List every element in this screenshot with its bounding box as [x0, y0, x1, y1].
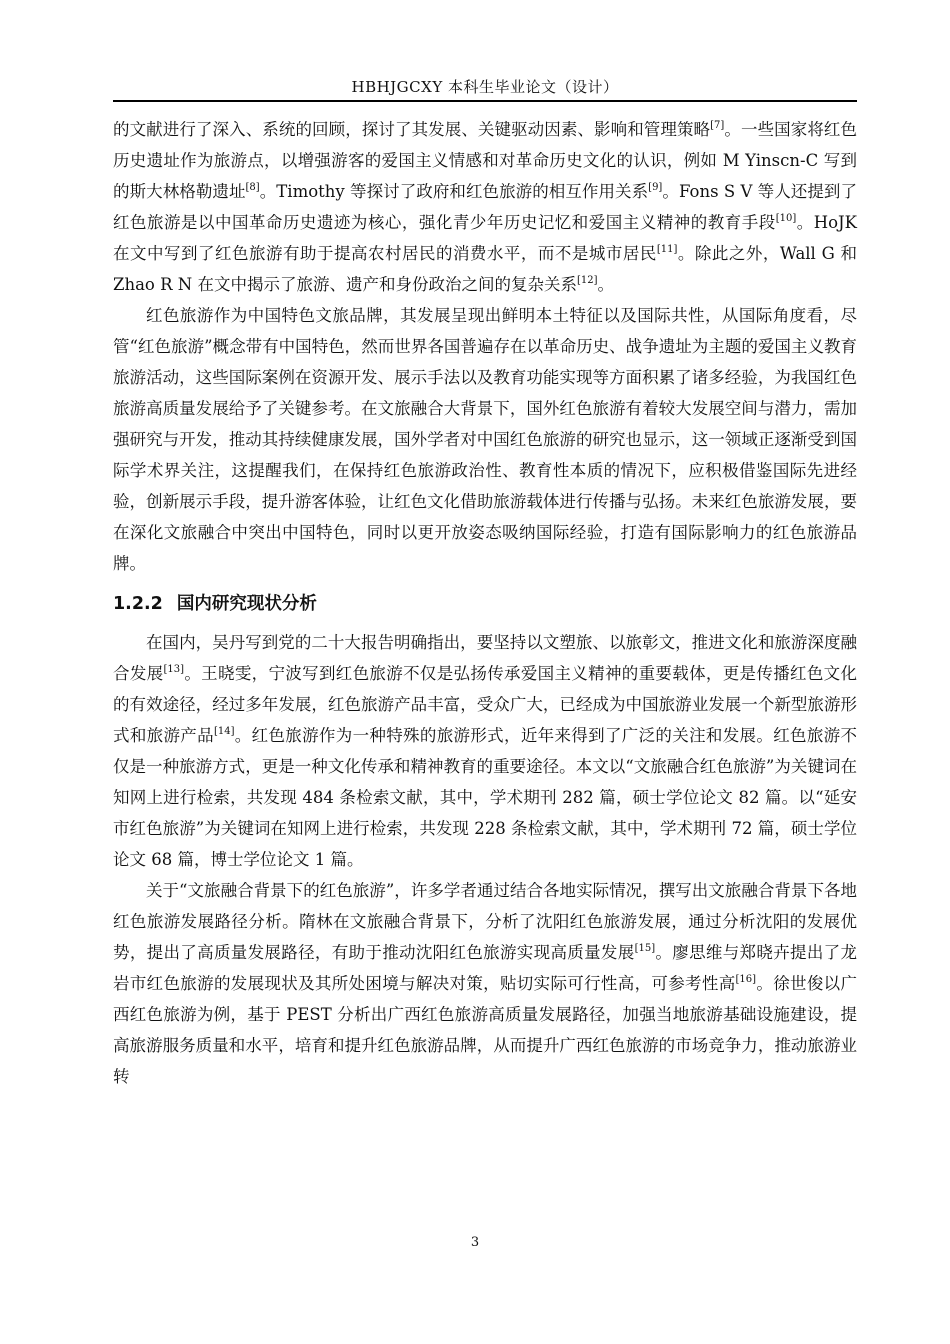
citation-marker: [9]	[648, 182, 663, 193]
paragraph-p2	[113, 300, 857, 579]
citation-marker: [14]	[213, 726, 235, 737]
text-run: 。廖思维与郑晓卉提出了龙岩市红色旅游的发展现状及其所处困境与解决对策，贴切实际可行性高，可参考性高	[113, 943, 858, 993]
text-run: 。一些国家将红色历史遗址作为旅游点，以增强游客的爱国主义情感和对革命历史文化的认识，例如 M Yinscn-C 写到的斯大林格勒遗址	[113, 120, 858, 201]
section-title: 国内研究现状分析	[176, 594, 317, 614]
citation-marker: [12]	[576, 275, 598, 286]
text-run: 在国内，吴丹写到党的二十大报告明确指出，要坚持以文塑旅、以旅彰文，推进文化和旅游深度融合发展	[113, 633, 857, 683]
text-run: 。Timothy 等探讨了政府和红色旅游的相互作用关系	[259, 182, 649, 201]
citation-marker: [10]	[775, 213, 797, 224]
paragraph-p3	[113, 627, 857, 875]
text-run: 。王晓雯，宁波写到红色旅游不仅是弘扬传承爱国主义精神的重要载体，更是传播红色文化的有效途径，经过多年发展，红色旅游产品丰富，受众广大，已经成为中国旅游业发展一个新型旅游形式和旅游产品	[113, 664, 858, 745]
section-heading	[113, 588, 857, 620]
text-run: 。Fons S V 等人还提到了红色旅游是以中国革命历史遗迹为核心，强化青少年历史记忆和爱国主义精神的教育手段	[113, 182, 857, 232]
text-run: 的文献进行了深入、系统的回顾，探讨了其发展、关键驱动因素、影响和管理策略	[113, 120, 711, 139]
running-header: HBHJGCXY 本科生毕业论文（设计）	[351, 78, 619, 96]
text-run: 。徐世俊以广西红色旅游为例，基于 PEST 分析出广西红色旅游高质量发展路径，加强当地旅游基础设施建设，提高旅游服务质量和水平，培育和提升红色旅游品牌，从而提升广西红色旅游的市场竞争力，推动旅游业转	[113, 974, 858, 1086]
citation-marker: [15]	[634, 943, 656, 954]
citation-marker: [8]	[245, 182, 260, 193]
paragraph-group-domestic-research	[113, 627, 857, 1092]
citation-marker: [11]	[656, 244, 678, 255]
text-run: 关于“文旅融合背景下的红色旅游”，许多学者通过结合各地实际情况，撰写出文旅融合背景下各地红色旅游发展路径分析。隋林在文旅融合背景下，分析了沈阳红色旅游发展，通过分析沈阳的发展优势，提出了高质量发展路径，有助于推动沈阳红色旅游实现高质量发展	[113, 881, 857, 962]
header-rule	[113, 100, 857, 102]
page-number: 3	[470, 1235, 480, 1250]
text-run: 红色旅游作为中国特色文旅品牌，其发展呈现出鲜明本土特征以及国际共性，从国际角度看，尽管“红色旅游”概念带有中国特色，然而世界各国普遍存在以革命历史、战争遗址为主题的爱国主义教育旅游活动，这些国际案例在资源开发、展示手法以及教育功能实现等方面积累了诸多经验，为我国红色旅游高质量发展给予了关键参考。在文旅融合大背景下，国外红色旅游有着较大发展空间与潜力，需加强研究与开发，推动其持续健康发展，国外学者对中国红色旅游的研究也显示，这一领域正逐渐受到国际学术界关注，这提醒我们，在保持红色旅游政治性、教育性本质的情况下，应积极借鉴国际先进经验，创新展示手段，提升游客体验，让红色文化借助旅游载体进行传播与弘扬。未来红色旅游发展，要在深化文旅融合中突出中国特色，同时以更开放姿态吸纳国际经验，打造有国际影响力的红色旅游品牌。	[113, 306, 857, 573]
paragraph-group-foreign-research	[113, 114, 857, 579]
text-run: 。HoJK 在文中写到了红色旅游有助于提高农村居民的消费水平，而不是城市居民	[113, 213, 857, 263]
citation-marker: [13]	[163, 664, 185, 675]
paragraph-p1	[113, 114, 857, 300]
citation-marker: [16]	[735, 974, 757, 985]
text-run: 。除此之外，Wall G 和 Zhao R N 在文中揭示了旅游、遗产和身份政治之间的复杂关系	[113, 244, 857, 294]
text-run: 。	[597, 275, 614, 294]
section-number: 1.2.2	[113, 594, 163, 614]
paragraph-p4	[113, 875, 857, 1092]
text-run: 。红色旅游作为一种特殊的旅游形式，近年来得到了广泛的关注和发展。红色旅游不仅是一种旅游方式，更是一种文化传承和精神教育的重要途径。本文以“文旅融合红色旅游”为关键词在知网上进行检索，共发现 484 条检索文献，其中，学术期刊 282 篇，硕士学位论文 82 篇。以“延安市红色旅游”为关键词在知网上进行检索，共发现 228 条检索文献，其中，学术期刊 72 篇，硕士学位论文 68 篇，博士学位论文 1 篇。	[113, 726, 858, 869]
body-text	[113, 114, 857, 1092]
citation-marker: [7]	[710, 120, 725, 131]
